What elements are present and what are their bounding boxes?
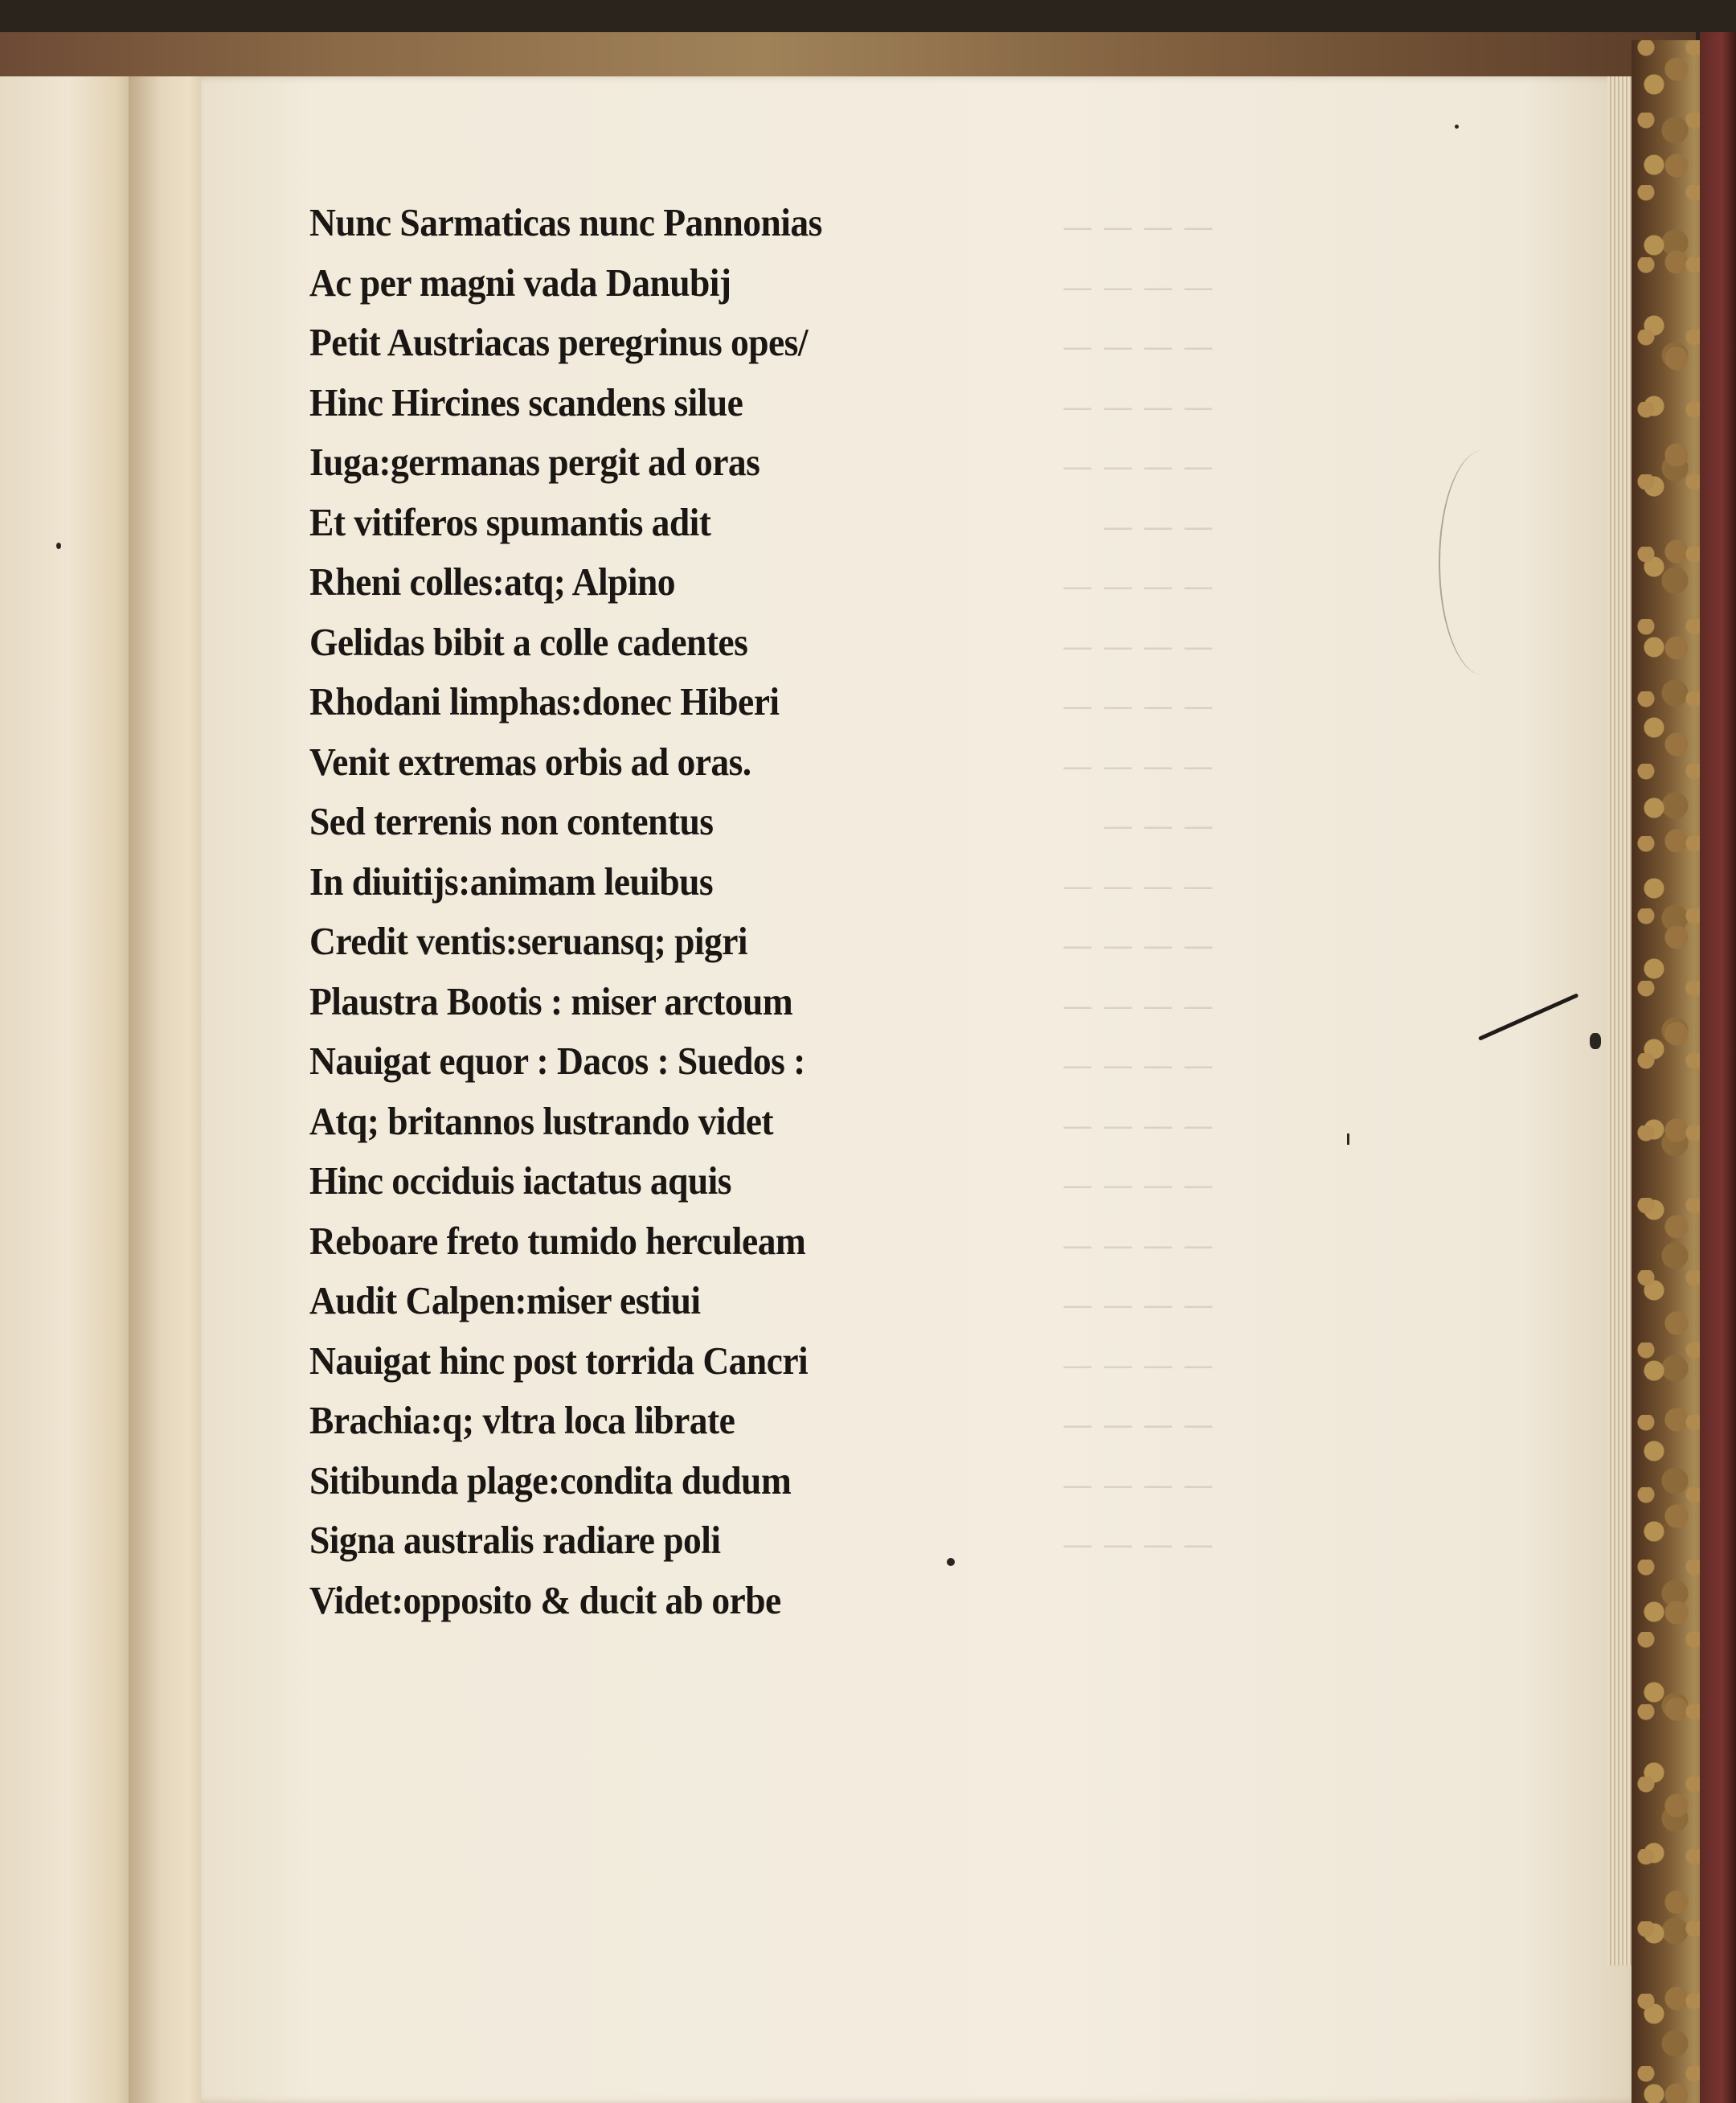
left-page	[0, 76, 137, 2103]
verse-line: Reboare freto tumido herculeam	[309, 1218, 806, 1263]
ink-speck	[1590, 1033, 1601, 1049]
verse-line: Ac per magni vada Danubij	[309, 260, 731, 305]
verse-line: Hinc Hircines scandens silue	[309, 379, 743, 424]
verse-line: Videt:opposito & ducit ab orbe	[309, 1577, 781, 1622]
verse-line: Hinc occiduis iactatus aquis	[309, 1158, 731, 1203]
verse-line: Sed terrenis non contentus	[309, 799, 714, 843]
verse-line: Sitibunda plage:condita dudum	[309, 1457, 792, 1502]
cover-edge	[1700, 32, 1736, 2103]
gutter	[129, 76, 209, 2103]
verse-line: Venit extremas orbis ad oras.	[309, 739, 751, 784]
verse-line: Rhodani limphas:donec Hiberi	[309, 679, 780, 724]
verse-line: Signa australis radiare poli	[309, 1518, 721, 1562]
verse-line: Atq; britannos lustrando videt	[309, 1098, 774, 1143]
verse-line: Audit Calpen:miser estiui	[309, 1278, 701, 1322]
verse-line: Nauigat equor : Dacos : Suedos :	[309, 1039, 805, 1083]
verse-line: Nunc Sarmaticas nunc Pannonias	[309, 200, 822, 244]
verse-line: Petit Austriacas peregrinus opes/	[309, 320, 808, 364]
verse-line: Iuga:germanas pergit ad oras	[309, 440, 760, 484]
verse-line: Et vitiferos spumantis adit	[309, 499, 711, 544]
ink-speck	[947, 1558, 955, 1566]
verse-line: In diuitijs:animam leuibus	[309, 859, 714, 904]
reverse-side-showthrough: — — — — — — — — — — — — — — — — — — — — — — — — — — — — — — — — — — — — — — — — — — — — — — — — — — — — — — — — — — — — — — — — — — — — — — — — — — — — — — — — — — — — — — — — — —	[1062, 209, 1214, 1562]
verse-line: Plaustra Bootis : miser arctoum	[309, 978, 793, 1023]
verse-line: Nauigat hinc post torrida Cancri	[309, 1338, 809, 1383]
ink-speck	[1347, 1133, 1349, 1145]
ink-speck	[56, 543, 61, 549]
verse-line: Rheni colles:atq; Alpino	[309, 560, 676, 604]
verse-line: Credit ventis:seruansq; pigri	[309, 919, 748, 963]
verse-line: Gelidas bibit a colle cadentes	[309, 619, 748, 664]
verse-block	[309, 193, 920, 1630]
binding-top-edge	[0, 32, 1696, 76]
verse-line: Brachia:q; vltra loca librate	[309, 1398, 735, 1442]
ink-speck	[1455, 125, 1459, 129]
pencil-arc	[1439, 450, 1529, 675]
